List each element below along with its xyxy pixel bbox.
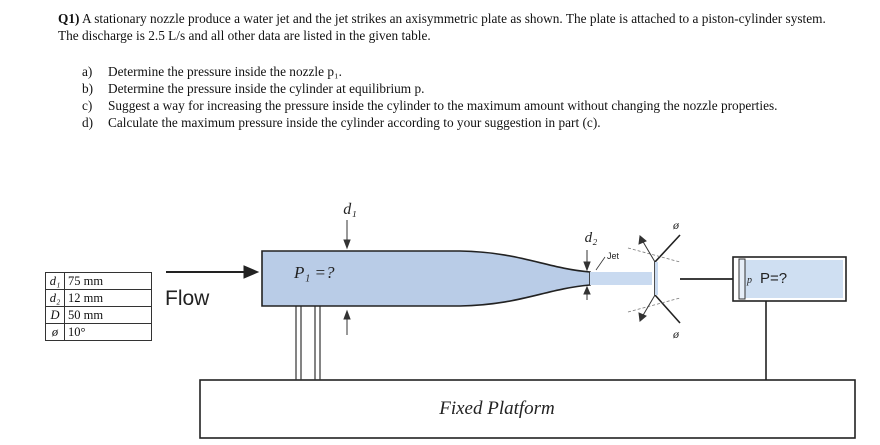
table-value: 75 mm	[65, 273, 152, 290]
part-c-text: Suggest a way for increasing the pressure inside the cylinder to the maximum amount without changing the nozzle properties.	[108, 98, 778, 113]
table-symbol: ø	[46, 324, 65, 341]
nozzle-support	[296, 305, 320, 380]
jet-leader-line	[596, 257, 605, 270]
d1-label: d₁	[343, 201, 357, 218]
table-symbol: d₁	[46, 273, 65, 290]
table-value: 50 mm	[65, 307, 152, 324]
jet-label: Jet	[607, 251, 620, 261]
flow-label: Flow	[165, 287, 210, 310]
piston	[739, 259, 745, 299]
flow-arrow	[166, 266, 258, 278]
platform-label: Fixed Platform	[439, 398, 555, 419]
p1-label: P₁ =?	[294, 263, 335, 282]
water-jet	[590, 272, 652, 285]
part-d-text: Calculate the maximum pressure inside the cylinder according to your suggestion in part (c).	[108, 115, 601, 130]
table-symbol: d₂	[46, 290, 65, 307]
part-b-text: Determine the pressure inside the cylinder at equilibrium p.	[108, 81, 425, 96]
phi-label-bottom: ø	[673, 327, 679, 341]
part-d-label: d)	[82, 115, 94, 130]
phi-label-top: ø	[673, 218, 679, 232]
question-body: A stationary nozzle produce a water jet and the jet strikes an axisymmetric plate as shown. The plate is attached to a piston-cylinder system. The discharge is 2.5 L/s and all other data are listed in the given table.	[58, 11, 826, 43]
table-symbol: D	[46, 307, 65, 324]
table-value: 10°	[65, 324, 152, 341]
part-a-label: a)	[82, 64, 93, 79]
question-number: Q1)	[58, 11, 80, 26]
cylinder-pressure-label: P=?	[760, 270, 788, 287]
part-a-text: Determine the pressure inside the nozzle p₁.	[108, 64, 342, 79]
d2-label: d₂	[584, 230, 598, 246]
table-value: 12 mm	[65, 290, 152, 307]
part-b-label: b)	[82, 81, 94, 96]
part-c-label: c)	[82, 98, 93, 113]
piston-label: p	[747, 275, 752, 286]
